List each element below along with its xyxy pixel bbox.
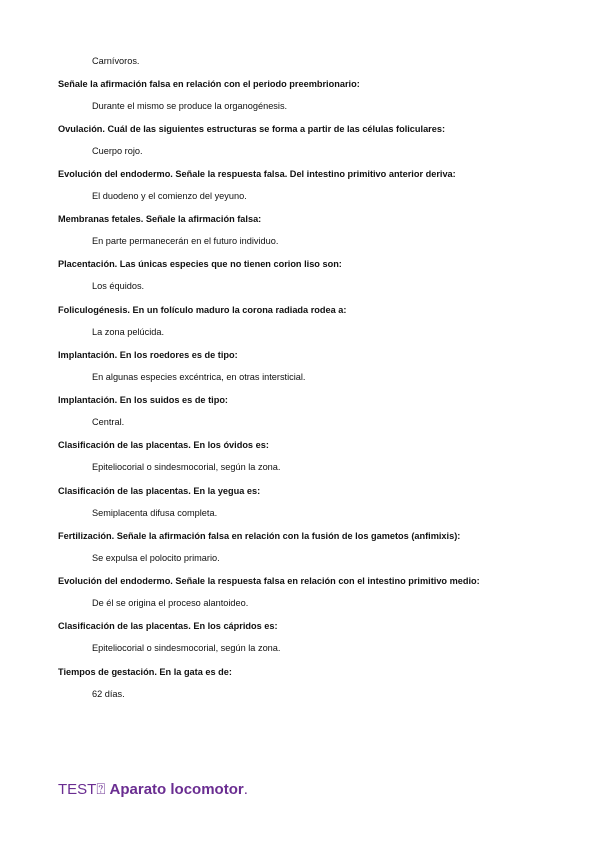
question-text: Evolución del endodermo. Señale la respuesta falsa en relación con el intestino primitivo medio: xyxy=(58,576,480,586)
answer-text: De él se origina el proceso alantoideo. xyxy=(92,598,249,608)
footer-main-title: Aparato locomotor xyxy=(109,781,244,798)
footer-glyph: ⍰ xyxy=(96,781,106,798)
question-text: Tiempos de gestación. En la gata es de: xyxy=(58,667,232,677)
answer-text: Durante el mismo se produce la organogénesis. xyxy=(92,101,288,111)
question-text: Ovulación. Cuál de las siguientes estructuras se forma a partir de las células foliculares: xyxy=(58,124,446,134)
question-text: Membranas fetales. Señale la afirmación falsa: xyxy=(58,214,262,224)
answer-text: Semiplacenta difusa completa. xyxy=(92,508,218,518)
answer-text: El duodeno y el comienzo del yeyuno. xyxy=(92,191,247,201)
question-text: Clasificación de las placentas. En los cápridos es: xyxy=(58,621,278,631)
footer-prefix: TEST xyxy=(58,781,97,798)
answer-text: 62 días. xyxy=(92,689,125,699)
answer-text: Se expulsa el polocito primario. xyxy=(92,553,220,563)
answer-text: Los équidos. xyxy=(92,281,145,291)
answer-text: Central. xyxy=(92,417,125,427)
question-text: Señale la afirmación falsa en relación con el periodo preembrionario: xyxy=(58,79,360,89)
footer-suffix: . xyxy=(243,781,248,798)
question-text: Implantación. En los suidos es de tipo: xyxy=(58,395,228,405)
question-text: Clasificación de las placentas. En la yegua es: xyxy=(58,486,261,496)
answer-text: En parte permanecerán en el futuro individuo. xyxy=(92,236,279,246)
footer-title xyxy=(58,780,248,800)
question-text: Fertilización. Señale la afirmación falsa en relación con la fusión de los gametos (anfimixis): xyxy=(58,531,461,541)
answer-text: Epiteliocorial o sindesmocorial, según la zona. xyxy=(92,643,281,653)
question-text: Implantación. En los roedores es de tipo: xyxy=(58,350,238,360)
answer-text: La zona pelúcida. xyxy=(92,327,165,337)
answer-text: Cuerpo rojo. xyxy=(92,146,143,156)
question-text: Clasificación de las placentas. En los óvidos es: xyxy=(58,440,269,450)
answer-text: Epiteliocorial o sindesmocorial, según la zona. xyxy=(92,462,281,472)
question-text: Foliculogénesis. En un folículo maduro la corona radiada rodea a: xyxy=(58,305,347,315)
question-text: Evolución del endodermo. Señale la respuesta falsa. Del intestino primitivo anterior deriva: xyxy=(58,169,456,179)
question-text: Placentación. Las únicas especies que no tienen corion liso son: xyxy=(58,259,342,269)
intro-answer: Carnívoros. xyxy=(92,56,140,66)
answer-text: En algunas especies excéntrica, en otras intersticial. xyxy=(92,372,306,382)
